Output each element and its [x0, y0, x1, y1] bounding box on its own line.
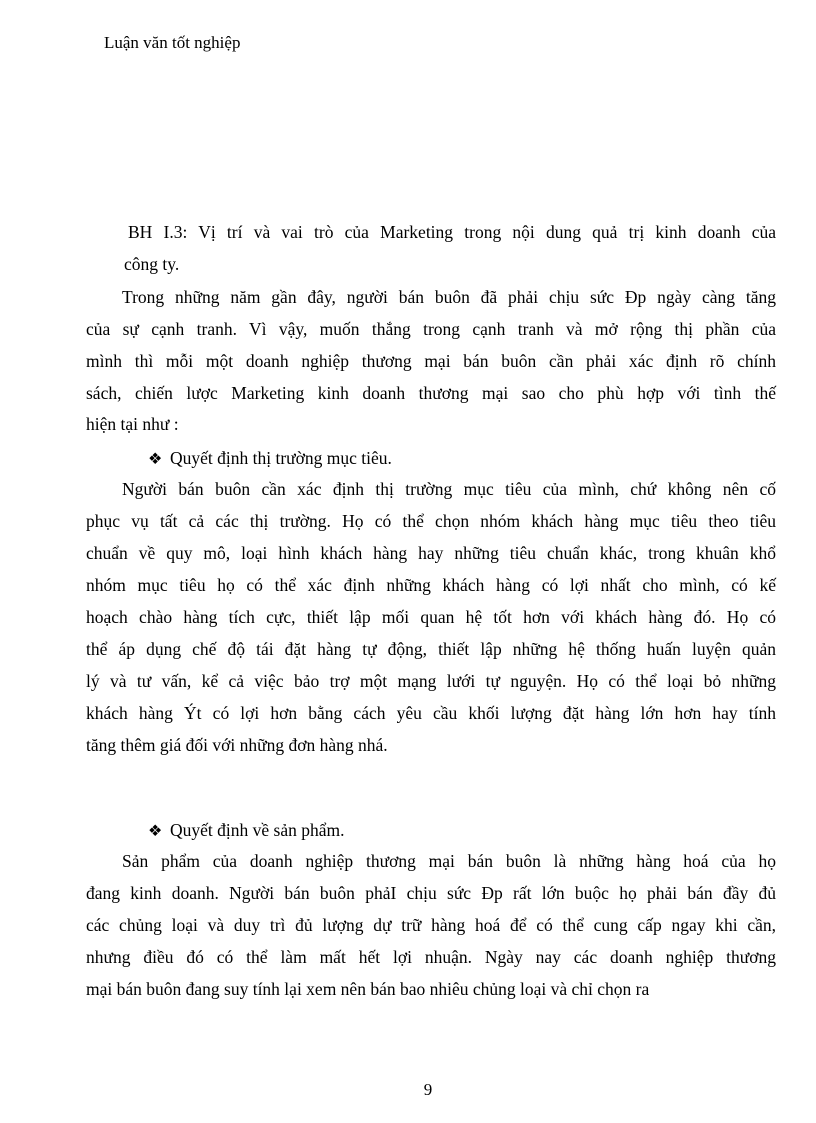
- paragraph-line: khách hàng Ýt có lợi hơn bằng cách yêu cầu khối lượng đặt hàng lớn hơn hay tính: [86, 703, 776, 723]
- paragraph-line: lý và tư vấn, kể cả việc bảo trợ một mạng lưới tự nguyện. Họ có thể loại bỏ những: [86, 671, 776, 691]
- paragraph-line: của sự cạnh tranh. Vì vậy, muốn thắng trong cạnh tranh và mở rộng thị phần của: [86, 319, 776, 339]
- paragraph-line: sách, chiến lược Marketing kinh doanh thương mại sao cho phù hợp với tình thế: [86, 383, 776, 403]
- paragraph-line: phục vụ tất cả các thị trường. Họ có thể chọn nhóm khách hàng mục tiêu theo tiêu: [86, 511, 776, 531]
- section-heading-line: công ty.: [124, 254, 180, 274]
- paragraph-line: thể áp dụng chế độ tái đặt hàng tự động, thiết lập những hệ thống huấn luyện quản: [86, 639, 776, 659]
- page-number: 9: [423, 1080, 433, 1099]
- bullet-item: [148, 448, 392, 469]
- paragraph-line: mại bán buôn đang suy tính lại xem nên bán bao nhiêu chủng loại và chỉ chọn ra: [86, 979, 650, 999]
- paragraph-line: nhóm mục tiêu họ có thể xác định những khách hàng có lợi nhất cho mình, có kế: [86, 575, 776, 595]
- paragraph-line: Trong những năm gần đây, người bán buôn đã phải chịu sức Ðp ngày càng tăng: [122, 287, 776, 307]
- diamond-bullet-icon: ❖: [148, 823, 163, 840]
- diamond-bullet-icon: ❖: [148, 451, 163, 468]
- paragraph-line: chuẩn về quy mô, loại hình khách hàng hay những tiêu chuẩn khác, trong khuân khổ: [86, 543, 776, 563]
- paragraph-line: đang kinh doanh. Người bán buôn phảI chịu sức Ðp rất lớn buộc họ phải bán đầy đủ: [86, 883, 776, 903]
- section-heading-line: BH I.3: Vị trí và vai trò của Marketing trong nội dung quả trị kinh doanh của: [128, 222, 776, 242]
- paragraph-line: nhưng điều đó có thể làm mất hết lợi nhuận. Ngày nay các doanh nghiệp thương: [86, 947, 776, 967]
- bullet-label: Quyết định thị trường mục tiêu.: [170, 448, 392, 468]
- paragraph-line: Người bán buôn cần xác định thị trường mục tiêu của mình, chứ không nên cố: [122, 479, 776, 499]
- paragraph-line: các chủng loại và duy trì đủ lượng dự trữ hàng hoá để có thể cung cấp ngay khi cần,: [86, 915, 776, 935]
- paragraph-line: mình thì mỗi một doanh nghiệp thương mại bán buôn cần phải xác định rõ chính: [86, 351, 776, 371]
- bullet-item: [148, 820, 344, 841]
- paragraph-line: hoạch chào hàng tích cực, thiết lập mối quan hệ tốt hơn với khách hàng đó. Họ có: [86, 607, 776, 627]
- paragraph-line: tăng thêm giá đối với những đơn hàng nhá.: [86, 735, 388, 755]
- paragraph-line: Sản phẩm của doanh nghiệp thương mại bán buôn là những hàng hoá của họ: [122, 851, 776, 871]
- running-header: Luận văn tốt nghiệp: [104, 33, 241, 52]
- paragraph-line: hiện tại như :: [86, 414, 179, 434]
- bullet-label: Quyết định về sản phẩm.: [170, 820, 345, 840]
